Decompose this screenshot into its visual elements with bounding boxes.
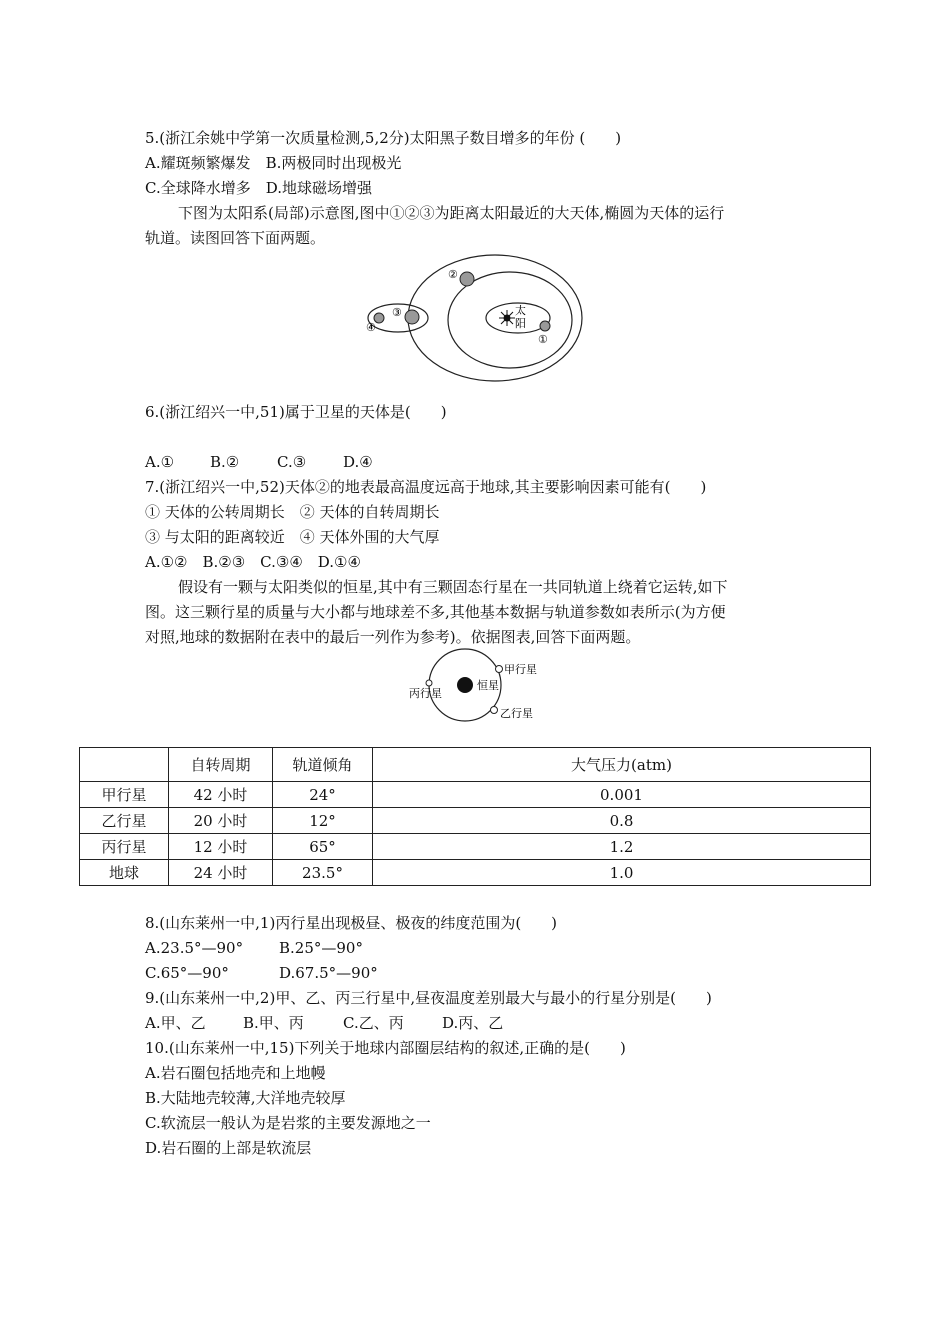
- table-cell: 甲行星: [80, 782, 169, 808]
- table-row: [80, 860, 871, 886]
- table-header-cell: 大气压力(atm): [373, 748, 871, 782]
- q10-option-a: A.岩石圈包括地壳和上地幔: [145, 1064, 326, 1082]
- intro2-line1: 假设有一颗与太阳类似的恒星,其中有三颗固态行星在一共同轨道上绕着它运转,如下: [178, 578, 728, 596]
- planet-bing-marker: [426, 680, 432, 686]
- star-icon: [457, 677, 473, 693]
- q9-option-a: A.甲、乙: [145, 1014, 206, 1032]
- q9-option-d: D.丙、乙: [442, 1014, 504, 1032]
- intro1-line2: 轨道。读图回答下面两题。: [145, 229, 326, 247]
- q9-option-b: B.甲、丙: [243, 1014, 304, 1032]
- sun-label-1: 太: [515, 304, 526, 317]
- q7-factors-line2: ③ 与太阳的距离较近 ④ 天体外围的大气厚: [145, 528, 440, 546]
- planet-jia-marker: [496, 666, 503, 673]
- sun-label-2: 阳: [515, 317, 526, 330]
- table-row: [80, 834, 871, 860]
- marker-1: ①: [538, 333, 548, 346]
- table-row: [80, 782, 871, 808]
- table-cell: 23.5°: [273, 860, 373, 886]
- body-2: [460, 272, 474, 286]
- marker-2: ②: [448, 268, 458, 281]
- q10-option-c: C.软流层一般认为是岩浆的主要发源地之一: [145, 1114, 431, 1132]
- table-cell: 24 小时: [169, 860, 273, 886]
- intro2-line3: 对照,地球的数据附在表中的最后一列作为参考)。依据图表,回答下面两题。: [145, 628, 641, 646]
- table-cell: 12 小时: [169, 834, 273, 860]
- q6-option-a: A.①: [145, 453, 175, 471]
- table-header-row: [80, 748, 871, 782]
- sun-icon: [499, 310, 515, 326]
- q8-options-line2: [145, 963, 378, 983]
- q8-option-a: A.23.5°—90°: [145, 939, 244, 957]
- table-header-cell: 轨道倾角: [273, 748, 373, 782]
- q10-stem: 10.(山东莱州一中,15)下列关于地球内部圈层结构的叙述,正确的是( ): [145, 1039, 626, 1057]
- q6-options: [145, 452, 373, 472]
- table-cell: 0.001: [373, 782, 871, 808]
- marker-4: ④: [366, 321, 376, 334]
- table-cell: 1.2: [373, 834, 871, 860]
- q6-option-c: C.③: [277, 453, 307, 471]
- table-header-cell: [80, 748, 169, 782]
- star-label: 恒星: [477, 679, 499, 692]
- q8-option-d: D.67.5°—90°: [279, 964, 378, 982]
- intro2-line2: 图。这三颗行星的质量与大小都与地球差不多,其他基本数据与轨道参数如表所示(为方便: [145, 603, 726, 621]
- table-cell: 丙行星: [80, 834, 169, 860]
- table-header-cell: 自转周期: [169, 748, 273, 782]
- q10-option-b: B.大陆地壳较薄,大洋地壳较厚: [145, 1089, 346, 1107]
- q8-option-b: B.25°—90°: [279, 939, 363, 957]
- body-1: [540, 321, 550, 331]
- q9-option-c: C.乙、丙: [343, 1014, 404, 1032]
- q8-option-c: C.65°—90°: [145, 964, 229, 982]
- table-row: [80, 808, 871, 834]
- table-cell: 1.0: [373, 860, 871, 886]
- q8-options-line1: [145, 938, 363, 958]
- table-cell: 地球: [80, 860, 169, 886]
- table-cell: 12°: [273, 808, 373, 834]
- q6-stem: 6.(浙江绍兴一中,51)属于卫星的天体是( ): [145, 403, 447, 421]
- q5-options-line2: C.全球降水增多 D.地球磁场增强: [145, 179, 372, 197]
- star-orbit-diagram: [405, 645, 550, 725]
- table-cell: 65°: [273, 834, 373, 860]
- q8-stem: 8.(山东莱州一中,1)丙行星出现极昼、极夜的纬度范围为( ): [145, 914, 558, 932]
- q9-options: [145, 1013, 503, 1033]
- q10-option-d: D.岩石圈的上部是软流层: [145, 1139, 312, 1157]
- q6-option-d: D.④: [343, 453, 373, 471]
- q5-options-line1: A.耀斑频繁爆发 B.两极同时出现极光: [145, 154, 402, 172]
- planet-yi-marker: [491, 707, 498, 714]
- table-cell: 24°: [273, 782, 373, 808]
- q5-stem: 5.(浙江余姚中学第一次质量检测,5,2分)太阳黑子数目增多的年份 ( ): [145, 129, 622, 147]
- q7-factors-line1: ① 天体的公转周期长 ② 天体的自转周期长: [145, 503, 440, 521]
- planet-jia-label: 甲行星: [504, 663, 537, 676]
- marker-3: ③: [392, 306, 402, 319]
- q7-options: A.①② B.②③ C.③④ D.①④: [145, 553, 361, 571]
- solar-system-diagram: [360, 250, 595, 385]
- q9-stem: 9.(山东莱州一中,2)甲、乙、丙三行星中,昼夜温度差别最大与最小的行星分别是( ): [145, 989, 712, 1007]
- body-3: [405, 310, 419, 324]
- q7-stem: 7.(浙江绍兴一中,52)天体②的地表最高温度远高于地球,其主要影响因素可能有( ): [145, 478, 707, 496]
- intro1-line1: 下图为太阳系(局部)示意图,图中①②③为距离太阳最近的大天体,椭圆为天体的运行: [178, 204, 725, 222]
- table-cell: 42 小时: [169, 782, 273, 808]
- table-cell: 20 小时: [169, 808, 273, 834]
- table-cell: 乙行星: [80, 808, 169, 834]
- planet-bing-label: 丙行星: [409, 687, 442, 700]
- planet-yi-label: 乙行星: [500, 707, 533, 720]
- table-cell: 0.8: [373, 808, 871, 834]
- planet-data-table: [79, 747, 871, 886]
- q6-option-b: B.②: [210, 453, 240, 471]
